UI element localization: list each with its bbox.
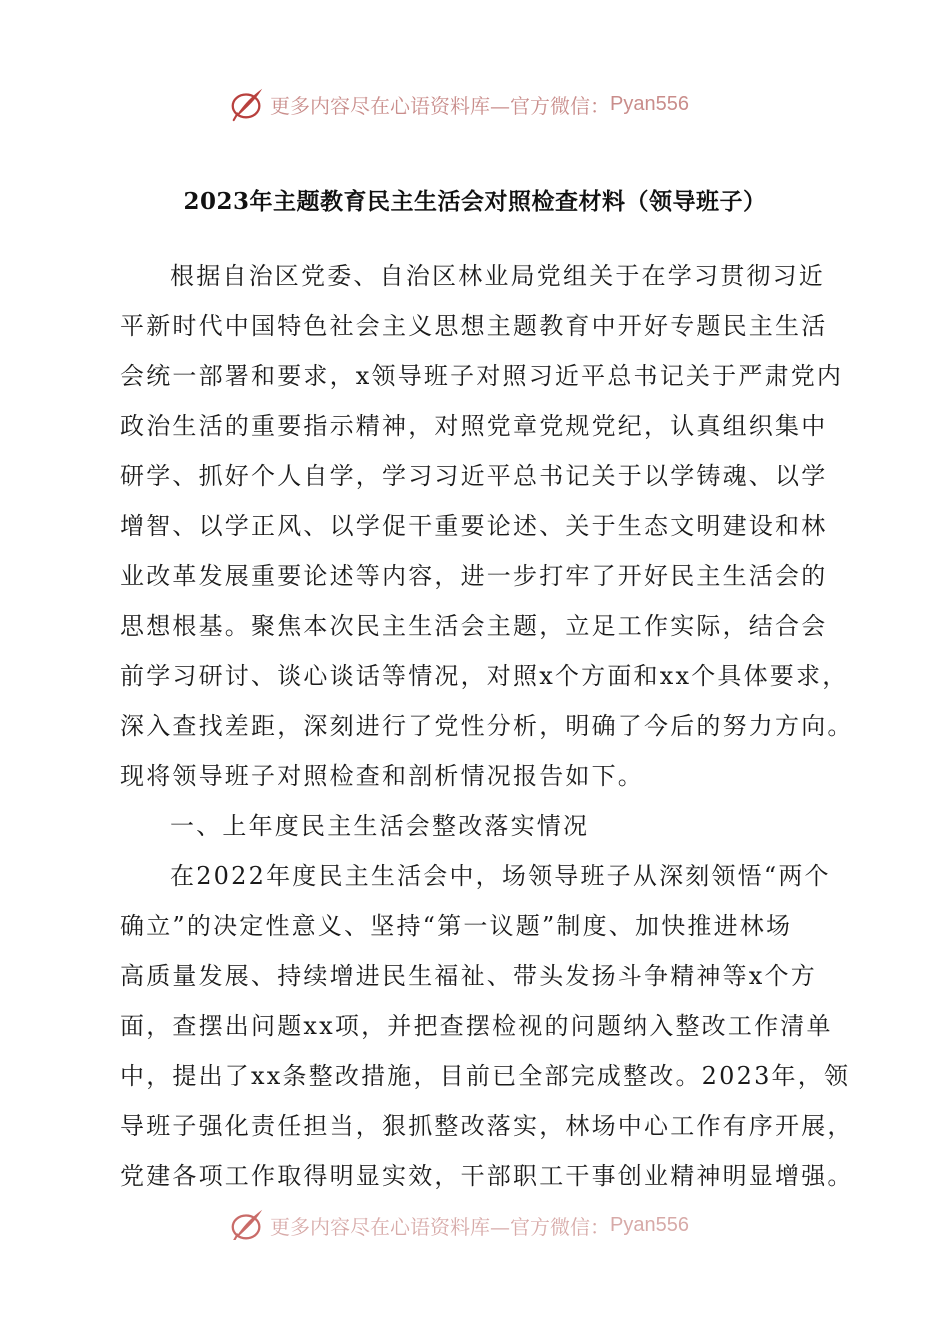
paragraph-2-line-4: 面，查摆出问题xx项，并把查摆检视的问题纳入整改工作清单 <box>120 1012 833 1040</box>
paragraph-2-line-1: 在2022年度民主生活会中，场领导班子从深刻领悟“两个 <box>170 862 831 890</box>
paragraph-2-line-6: 导班子强化责任担当，狠抓整改落实，林场中心工作有序开展， <box>120 1112 854 1140</box>
paragraph-1-line-4: 政治生活的重要指示精神，对照党章党规党纪，认真组织集中 <box>120 412 828 440</box>
section-heading-1: 一、上年度民主生活会整改落实情况 <box>170 812 590 840</box>
quill-logo-icon <box>228 1206 266 1240</box>
document-title: 2023年主题教育民主生活会对照检查材料（领导班子） <box>183 188 767 215</box>
watermark-banner-top <box>228 84 748 124</box>
paragraph-1-line-8: 思想根基。聚焦本次民主生活会主题，立足工作实际，结合会 <box>120 612 828 640</box>
watermark-text: 更多内容尽在心语资料库—官方微信： <box>270 93 610 118</box>
paragraph-1-line-7: 业改革发展重要论述等内容，进一步打牢了开好民主生活会的 <box>120 562 828 590</box>
paragraph-1-line-9: 前学习研讨、谈心谈话等情况，对照x个方面和xx个具体要求， <box>120 662 849 690</box>
paragraph-2-line-2: 确立”的决定性意义、坚持“第一议题”制度、加快推进林场 <box>120 912 793 940</box>
paragraph-1-line-11: 现将领导班子对照检查和剖析情况报告如下。 <box>120 762 644 790</box>
watermark-wechat-id: Pyan556 <box>610 1213 689 1236</box>
watermark-text: 更多内容尽在心语资料库—官方微信： <box>270 1214 610 1239</box>
paragraph-2-line-7: 党建各项工作取得明显实效，干部职工干事创业精神明显增强。 <box>120 1162 854 1190</box>
body-text <box>120 251 854 1201</box>
paragraph-1-line-2: 平新时代中国特色社会主义思想主题教育中开好专题民主生活 <box>120 312 828 340</box>
paragraph-1-line-10: 深入查找差距，深刻进行了党性分析，明确了今后的努力方向。 <box>120 712 854 740</box>
watermark-banner-bottom <box>228 1204 748 1240</box>
paragraph-1-line-3: 会统一部署和要求，x领导班子对照习近平总书记关于严肃党内 <box>120 362 844 390</box>
paragraph-1-line-5: 研学、抓好个人自学，学习习近平总书记关于以学铸魂、以学 <box>120 462 828 490</box>
paragraph-2-line-3: 高质量发展、持续增进民生福祉、带头发扬斗争精神等x个方 <box>120 962 817 990</box>
paragraph-2-line-5: 中，提出了xx条整改措施，目前已全部完成整改。2023年，领 <box>120 1062 851 1090</box>
paragraph-1-line-1: 根据自治区党委、自治区林业局党组关于在学习贯彻习近 <box>170 262 825 290</box>
quill-logo-icon <box>228 85 266 123</box>
watermark-wechat-id: Pyan556 <box>610 92 689 115</box>
paragraph-1-line-6: 增智、以学正风、以学促干重要论述、关于生态文明建设和林 <box>120 512 828 540</box>
